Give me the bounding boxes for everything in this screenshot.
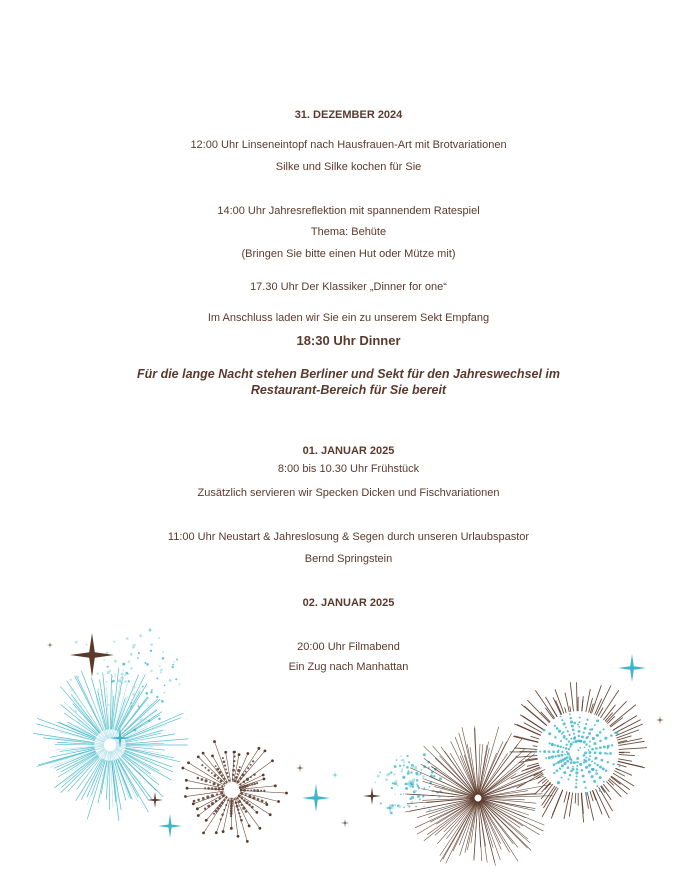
event-movie-title: Ein Zug nach Manhattan	[288, 661, 409, 673]
event-lunch: 12:00 Uhr Linseneintopf nach Hausfrauen-Art mit Brotvariationen	[190, 139, 507, 151]
event-reception: Im Anschluss laden wir Sie ein zu unserem Sekt Empfang	[207, 312, 490, 324]
event-reflection-note: (Bringen Sie bitte einen Hut oder Mütze mit)	[241, 248, 456, 260]
event-breakfast: 8:00 bis 10.30 Uhr Frühstück	[277, 463, 420, 475]
date-jan-01: 01. JANUAR 2025	[302, 445, 395, 457]
event-extra-food: Zusätzlich servieren wir Specken Dicken und Fischvariationen	[197, 487, 500, 499]
night-note-line2: Restaurant-Bereich für Sie bereit	[250, 383, 447, 397]
date-dec-31: 31. DEZEMBER 2024	[294, 109, 403, 121]
event-dinner: 18:30 Uhr Dinner	[296, 333, 401, 348]
event-movie: 20:00 Uhr Filmabend	[297, 641, 400, 653]
event-reflection: 14:00 Uhr Jahresreflektion mit spannendem Ratespiel	[217, 205, 480, 217]
night-note-line1: Für die lange Nacht stehen Berliner und Sekt für den Jahreswechsel im	[136, 367, 561, 381]
event-dinner-for-one: 17.30 Uhr Der Klassiker „Dinner for one“	[250, 281, 447, 293]
date-jan-02: 02. JANUAR 2025	[302, 597, 395, 609]
event-restart: 11:00 Uhr Neustart & Jahreslosung & Segen durch unseren Urlaubspastor	[167, 531, 530, 543]
event-pastor: Bernd Springstein	[304, 553, 393, 565]
event-reflection-theme: Thema: Behüte	[310, 226, 387, 238]
event-lunch-note: Silke und Silke kochen für Sie	[275, 161, 422, 173]
